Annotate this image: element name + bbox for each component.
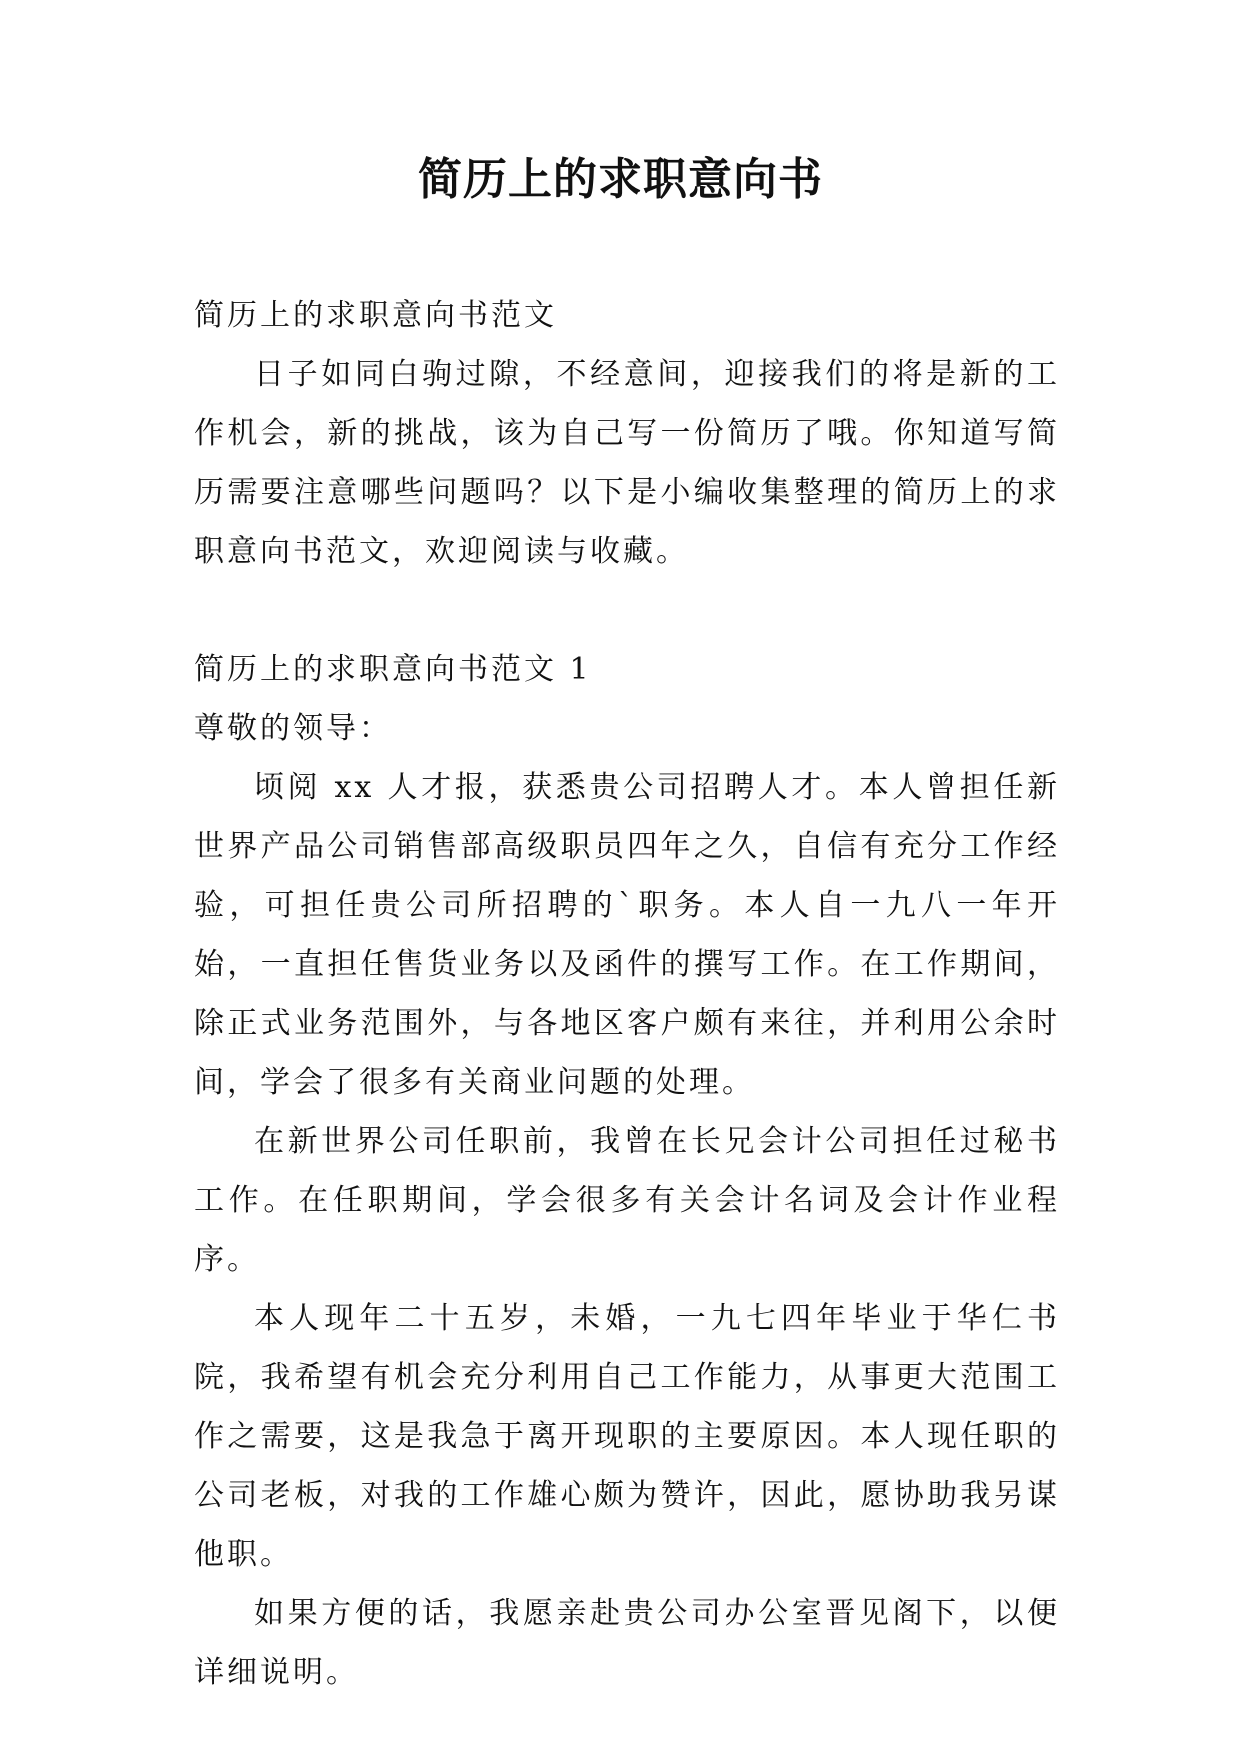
body-paragraph-3: 本人现年二十五岁，未婚，一九七四年毕业于华仁书院，我希望有机会充分利用自己工作能力，从事更大范围工作之需要，这是我急于离开现职的主要原因。本人现任职的公司老板，对我的工作雄心颇为赞许，因此，愿协助我另谋他职。 — [194, 1301, 1060, 1572]
intro-paragraph: 日子如同白驹过隙，不经意间，迎接我们的将是新的工作机会，新的挑战，该为自己写一份简历了哦。你知道写简历需要注意哪些问题吗？以下是小编收集整理的简历上的求职意向书范文，欢迎阅读与收藏。 — [194, 357, 1060, 569]
body-paragraph-1: 顷阅 xx 人才报，获悉贵公司招聘人才。本人曾担任新世界产品公司销售部高级职员四年之久，自信有充分工作经验，可担任贵公司所招聘的`职务。本人自一九八一年开始，一直担任售货业务以及函件的撰写工作。在工作期间，除正式业务范围外，与各地区客户颇有来往，并利用公余时间，学会了很多有关商业问题的处理。 — [194, 770, 1060, 1100]
body-paragraph-4: 如果方便的话，我愿亲赴贵公司办公室晋见阁下，以便详细说明。 — [194, 1596, 1060, 1690]
section-heading: 简历上的求职意向书范文 1 — [194, 652, 592, 687]
paragraph-gap — [194, 581, 1060, 640]
body-paragraph-2: 在新世界公司任职前，我曾在长兄会计公司担任过秘书工作。在任职期间，学会很多有关会计名词及会计作业程序。 — [194, 1124, 1060, 1277]
subtitle: 简历上的求职意向书范文 — [194, 298, 557, 333]
salutation: 尊敬的领导： — [194, 711, 392, 746]
document-title: 简历上的求职意向书 — [418, 154, 823, 205]
document-body — [194, 286, 1060, 1702]
